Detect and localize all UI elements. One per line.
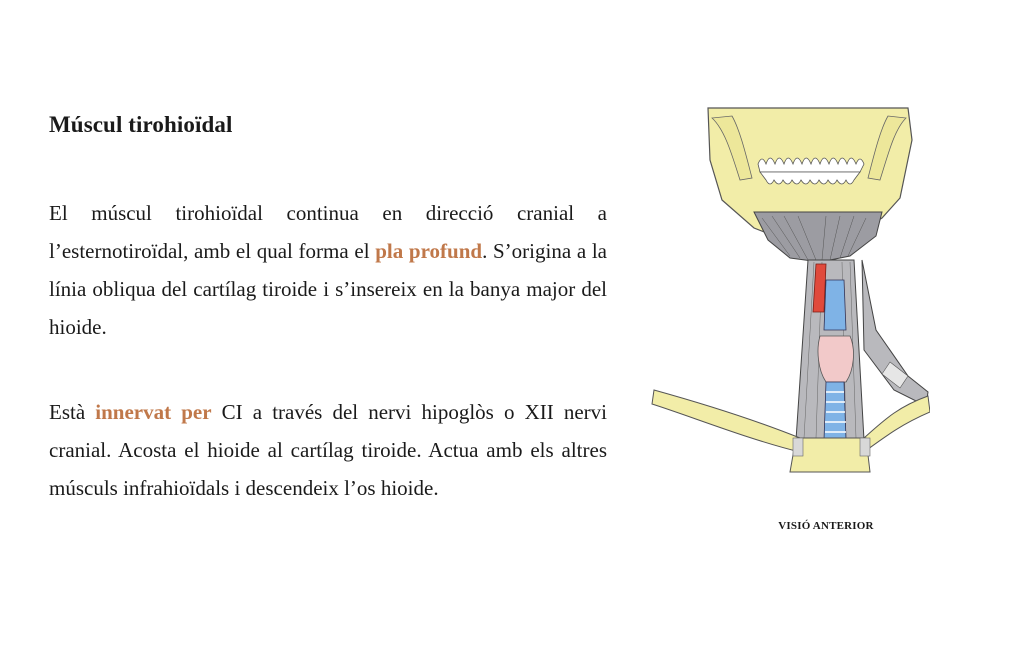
clavicle-right xyxy=(864,396,930,452)
thyroid-gland xyxy=(818,336,853,382)
suprahyoid-muscles xyxy=(754,212,882,262)
page-title: Múscul tirohioïdal xyxy=(49,112,233,137)
paragraph-text: . S’origina a la línia obliqua del cartílag tiroide i s’insereix en la banya major del hioide. xyxy=(49,239,607,339)
paragraph-origin xyxy=(49,194,607,346)
figure-caption: VISIÓ ANTERIOR xyxy=(778,520,874,532)
anatomy-illustration xyxy=(650,100,930,480)
paragraph-text: El múscul tirohioïdal continua en direcció cranial a l’esternotiroïdal, amb el qual forma el xyxy=(49,201,607,263)
sternal-joint-left xyxy=(793,438,803,456)
neck-anterior-view xyxy=(650,100,930,480)
larynx xyxy=(824,280,846,330)
sternal-joint-right xyxy=(860,438,870,456)
clavicle-left xyxy=(652,390,800,452)
paragraph-text: CI a través del nervi hipoglòs o XII nervi cranial. Acosta el hioide al cartílag tiroide. Actua amb els altres músculs infrahioïdals i descendeix l’os hioide. xyxy=(49,400,607,500)
highlight-link[interactable]: innervat per xyxy=(95,400,212,424)
paragraph-text: Està xyxy=(49,400,96,424)
paragraph-innervation xyxy=(49,393,607,507)
highlight-link[interactable]: pla profund xyxy=(375,239,483,263)
